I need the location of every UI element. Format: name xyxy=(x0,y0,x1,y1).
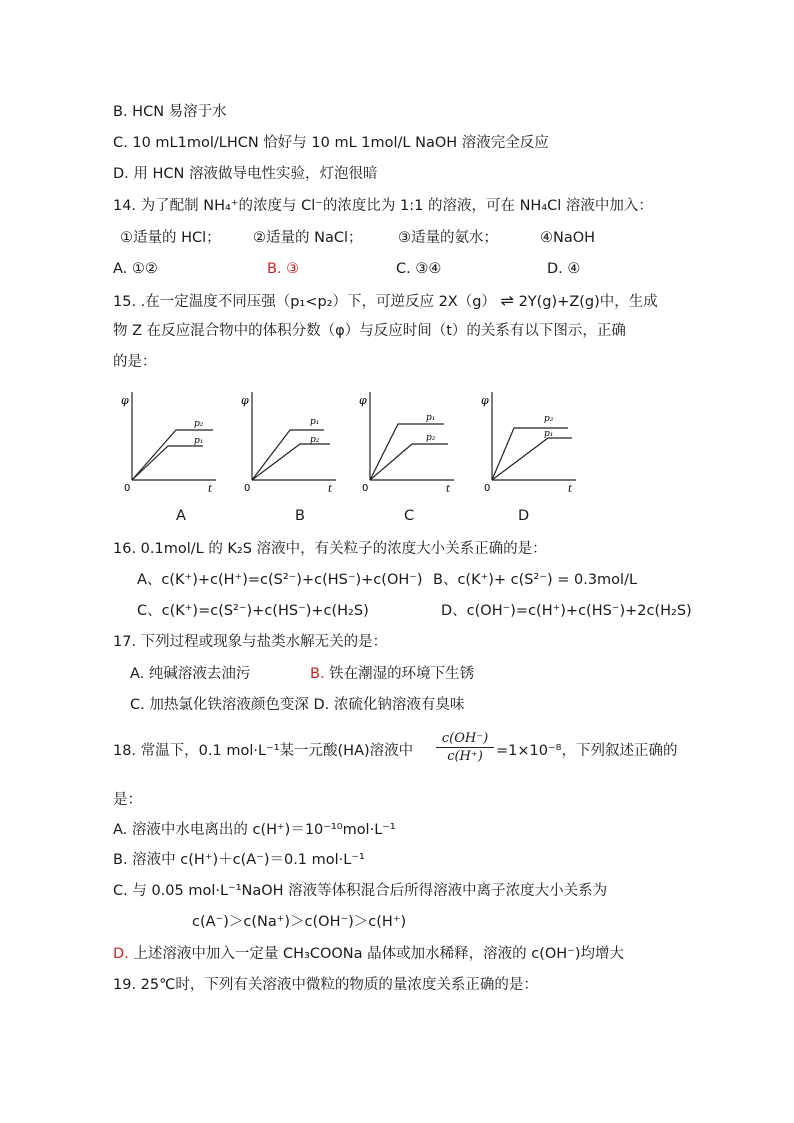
q17-choice-cd: C. 加热氯化铁溶液颜色变深 D. 浓硫化钠溶液有臭味 xyxy=(130,697,465,713)
q14-item-1: ①适量的 HCl； xyxy=(120,230,221,246)
curve-label-top: p₁ xyxy=(310,417,320,427)
axis-x-label: t xyxy=(208,484,213,495)
axis-origin: 0 xyxy=(362,483,369,494)
ratio-fraction xyxy=(436,731,494,764)
fraction-denominator: c(H⁺) xyxy=(447,749,483,764)
axis-x-label: t xyxy=(446,484,451,495)
q17-choice-b-text: 铁在潮湿的环境下生锈 xyxy=(324,666,475,682)
question-19: 19. 25℃时，下列有关溶液中微粒的物质的量浓度关系正确的是： xyxy=(113,977,538,993)
q18-line-2: 是： xyxy=(113,792,142,808)
question-18: 18. 常温下，0.1 mol·L⁻¹某一元酸(HA)溶液中 xyxy=(113,743,414,759)
option-line-d: D. 用 HCN 溶液做导电性实验，灯泡很暗 xyxy=(113,166,378,182)
fraction-numerator: c(OH⁻) xyxy=(436,731,494,748)
curve-label-top: p₁ xyxy=(426,413,436,423)
curve-label-bottom: p₂ xyxy=(310,435,320,445)
curve-lower xyxy=(132,446,203,480)
graph-label-c: C xyxy=(404,508,415,524)
question-16: 16. 0.1mol/L 的 K₂S 溶液中，有关粒子的浓度大小关系正确的是： xyxy=(113,541,547,557)
q14-choice-d: D. ④ xyxy=(547,261,581,277)
q14-choice-c: C. ③④ xyxy=(396,261,442,277)
axis-origin: 0 xyxy=(244,483,251,494)
graph-a xyxy=(118,388,218,496)
q18-answer-mark: D. xyxy=(113,946,129,962)
curve-lower xyxy=(370,444,448,480)
q15-text-a: 15. .在一定温度不同压强（p₁<p₂）下，可逆反应 2X（g） xyxy=(113,294,496,310)
q18-choice-d xyxy=(113,944,624,964)
q14-choice-b: B. ③ xyxy=(267,261,300,277)
graph-label-d: D xyxy=(518,508,530,524)
q14-choice-a: A. ①② xyxy=(113,261,158,277)
question-14: 14. 为了配制 NH₄⁺的浓度与 Cl⁻的浓度比为 1:1 的溶液，可在 NH₄Cl 溶液中加入： xyxy=(113,198,653,214)
option-line-c: C. 10 mL1mol/LHCN 恰好与 10 mL 1mol/L NaOH 溶液完全反应 xyxy=(113,135,549,151)
q14-item-3: ③适量的氨水； xyxy=(398,230,498,246)
axis-y-label: φ xyxy=(359,394,367,407)
q17-choice-b xyxy=(310,664,474,684)
curve-upper xyxy=(492,428,568,480)
graph-b xyxy=(238,388,338,496)
graph-c xyxy=(356,388,456,496)
curve-label-bottom: p₁ xyxy=(194,436,204,446)
q18-choice-d-text: 上述溶液中加入一定量 CH₃COONa 晶体或加水稀释，溶液的 c(OH⁻)均增大 xyxy=(128,946,624,962)
axis-y-label: φ xyxy=(241,394,249,407)
q18-choice-a: A. 溶液中水电离出的 c(H⁺)＝10⁻¹⁰mol·L⁻¹ xyxy=(113,822,396,838)
curve-label-top: p₂ xyxy=(544,414,554,424)
q17-choice-a: A. 纯碱溶液去油污 xyxy=(130,666,251,682)
q14-item-2: ②适量的 NaCl； xyxy=(253,230,363,246)
curve-label-bottom: p₁ xyxy=(544,429,554,439)
question-17: 17. 下列过程或现象与盐类水解无关的是： xyxy=(113,634,388,650)
q15-line-2: 物 Z 在反应混合物中的体积分数（φ）与反应时间（t）的关系有以下图示，正确 xyxy=(113,323,626,339)
q18-text-b: =1×10⁻⁸，下列叙述正确的 xyxy=(496,743,678,759)
curve-label-top: p₂ xyxy=(194,419,204,429)
q16-choice-c: C、c(K⁺)=c(S²⁻)+c(HS⁻)+c(H₂S) xyxy=(137,603,369,619)
graph-label-b: B xyxy=(295,508,305,524)
q14-item-4: ④NaOH xyxy=(540,230,596,246)
q15-text-b: 2Y(g)+Z(g)中，生成 xyxy=(518,294,658,310)
q16-choice-b: B、c(K⁺)+ c(S²⁻) = 0.3mol/L xyxy=(433,572,638,588)
graph-d xyxy=(478,388,578,496)
axis-y-label: φ xyxy=(481,394,489,407)
q18-choice-b: B. 溶液中 c(H⁺)＋c(A⁻)＝0.1 mol·L⁻¹ xyxy=(113,852,365,868)
curve-label-bottom: p₂ xyxy=(426,433,436,443)
axis-origin: 0 xyxy=(484,483,491,494)
curve-lower xyxy=(252,444,330,480)
q18-choice-c-line2: c(A⁻)＞c(Na⁺)＞c(OH⁻)＞c(H⁺) xyxy=(192,914,407,930)
q15-line-3: 的是： xyxy=(113,354,157,370)
axis-y-label: φ xyxy=(121,394,129,407)
axis-x-label: t xyxy=(568,484,573,495)
q16-choice-a: A、c(K⁺)+c(H⁺)=c(S²⁻)+c(HS⁻)+c(OH⁻) xyxy=(137,572,423,588)
graph-label-a: A xyxy=(176,508,186,524)
q16-choice-d: D、c(OH⁻)=c(H⁺)+c(HS⁻)+2c(H₂S) xyxy=(441,603,692,619)
axis-origin: 0 xyxy=(124,483,131,494)
equilibrium-arrow-icon: ⇌ xyxy=(500,291,514,310)
q17-answer-mark: B. xyxy=(310,666,325,682)
axis-x-label: t xyxy=(328,484,333,495)
curve-lower xyxy=(492,438,572,480)
option-line-b: B. HCN 易溶于水 xyxy=(113,104,227,120)
q18-choice-c: C. 与 0.05 mol·L⁻¹NaOH 溶液等体积混合后所得溶液中离子浓度大小关系为 xyxy=(113,883,608,899)
question-15 xyxy=(113,291,658,312)
